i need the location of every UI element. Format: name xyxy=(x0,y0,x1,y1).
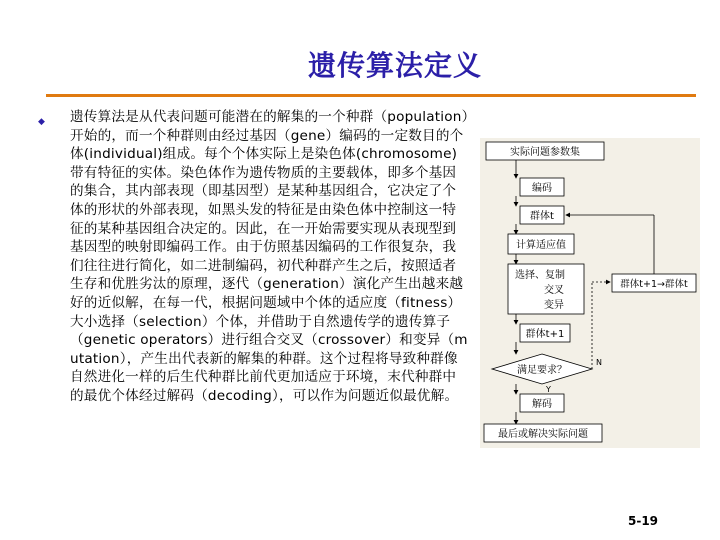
page-number: 5-19 xyxy=(628,514,659,528)
yes-label: Y xyxy=(546,385,551,394)
decision-label: 满足要求？ xyxy=(517,365,567,376)
flowchart-panel xyxy=(480,138,700,448)
decode-box-label: 解码 xyxy=(532,399,552,410)
encode-box-label: 编码 xyxy=(532,183,552,194)
operators-line-1: 选择、复制 xyxy=(515,270,565,281)
start-box-label: 实际问题参数集 xyxy=(510,147,580,158)
fitness-box-label: 计算适应值 xyxy=(516,240,566,251)
title-divider xyxy=(46,94,696,97)
flowchart-diagram xyxy=(480,138,700,448)
population-t1-label: 群体t+1 xyxy=(525,329,565,340)
operators-line-2: 交叉 xyxy=(544,285,564,296)
operators-line-3: 变异 xyxy=(544,300,564,311)
slide-title: 遗传算法定义 xyxy=(307,49,482,82)
end-box-label: 最后或解决实际问题 xyxy=(498,429,588,440)
no-label: N xyxy=(596,358,602,367)
bullet-diamond-icon: ◆ xyxy=(38,117,45,127)
body-paragraph: 遗传算法是从代表问题可能潜在的解集的一个种群（population）开始的，而一个种群则由经过基因（gene）编码的一定数目的个体(individual)组成。每个个体实际上是染色体(chromosome)带有特征的实体。染色体作为遗传物质的主要载体，即多个基因的集合，其内部表现（即基因型）是某种基因组合，它决定了个体的形状的外部表现，如黑头发的特征是由染色体中控制这一特征的某种基因组合决定的。因此，在一开始需要实现从表现型到基因型的映射即编码工作。由于仿照基因编码的工作很复杂，我们往往进行简化，如二进制编码，初代种群产生之后，按照适者生存和优胜劣汰的原理，逐代（generation）演化产生出越来越好的近似解，在每一代，根据问题域中个体的适应度（fitness）大小选择（selection）个体，并借助于自然遗传学的遗传算子（genetic operators）进行组合交叉（crossover）和变异（mutation），产生出代表新的解集的种群。这个过程将导致种群像自然进化一样的后生代种群比前代更加适应于环境，末代种群中的最优个体经过解码（decoding），可以作为问题近似最优解。 xyxy=(70,109,469,404)
loop-box-label: 群体t+1→群体t xyxy=(620,279,688,290)
population-t-label: 群体t xyxy=(530,211,554,222)
